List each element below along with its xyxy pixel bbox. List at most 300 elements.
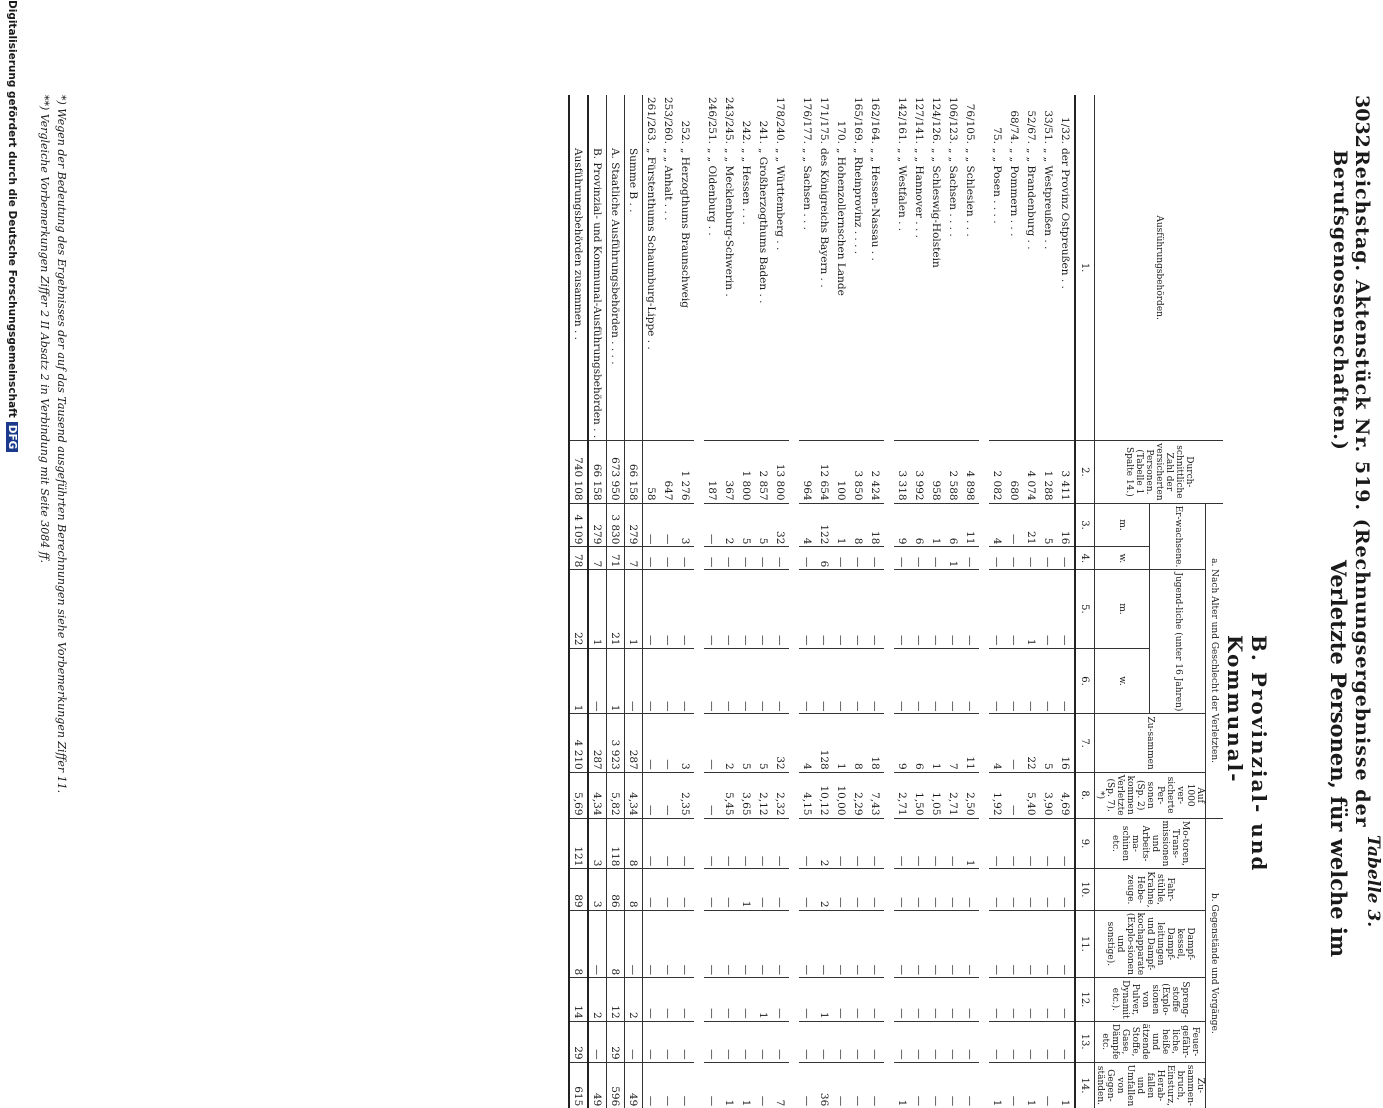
cell-col-9: —	[945, 818, 962, 869]
cell-col-14: —	[1006, 1062, 1023, 1108]
cell-col-5: —	[799, 570, 816, 648]
cell-col-4: 71	[607, 547, 625, 570]
cell-col-8: 3,65	[738, 772, 755, 818]
cell-col-8: 5,45	[721, 772, 738, 818]
cell-col-6: —	[816, 648, 833, 714]
table-row	[755, 95, 772, 1108]
cell-col-8: 5,40	[1023, 772, 1040, 818]
col-num: 9.	[1075, 818, 1095, 869]
cell-col-10: —	[643, 869, 661, 910]
cell-col-5: —	[867, 570, 884, 648]
cell-col-8: 2,71	[945, 772, 962, 818]
row-label: „ Rheinprovinz . . . .	[852, 147, 865, 255]
col-num: 4.	[1075, 547, 1095, 570]
cell-col-10: 8	[625, 869, 643, 910]
cell-col-7: 4 210	[569, 714, 588, 772]
table-row	[1057, 95, 1075, 1108]
cell-col-14: —	[911, 1062, 928, 1108]
header-group-a: a. Nach Alter und Geschlecht der Verletzten.	[1206, 503, 1224, 818]
cell-col-10: —	[945, 869, 962, 910]
cell-col-14: 49	[625, 1062, 643, 1108]
cell-col-2: 2 588	[945, 441, 962, 503]
row-index: 178/240.	[774, 97, 787, 144]
cell-col-4: 6	[816, 547, 833, 570]
col-num: 12.	[1075, 978, 1095, 1021]
cell-col-3: 32	[772, 503, 789, 547]
cell-col-5: —	[660, 570, 677, 648]
table-row	[799, 95, 816, 1108]
cell-col-5: —	[721, 570, 738, 648]
cell-col-5: —	[677, 570, 694, 648]
cell-col-7: 287	[588, 714, 607, 772]
header-insured: Durch-schnittliche Zahl der versicherten Personen. (Tabelle 1 Spalte 14.)	[1095, 441, 1224, 503]
row-label: der Provinz Ostpreußen . .	[1059, 147, 1072, 289]
cell-col-11: —	[704, 910, 721, 978]
row-index: 142/161.	[896, 97, 909, 144]
cell-col-8: 2,71	[894, 772, 911, 818]
cell-col-8: 2,50	[962, 772, 979, 818]
cell-col-7: 5	[755, 714, 772, 772]
cell-col-3: —	[704, 503, 721, 547]
cell-col-9: —	[911, 818, 928, 869]
cell-col-14: 7	[772, 1062, 789, 1108]
header-sex-m: m.	[1095, 570, 1151, 648]
col-num: 8.	[1075, 772, 1095, 818]
row-label: „ „ Westpreußen . .	[1042, 147, 1055, 250]
col-num: 5.	[1075, 570, 1095, 648]
table-row	[816, 95, 833, 1108]
cell-col-4: —	[867, 547, 884, 570]
cell-col-3: 18	[867, 503, 884, 547]
cell-col-4: —	[1006, 547, 1023, 570]
sum-row	[607, 95, 625, 1108]
cell-col-9: —	[1006, 818, 1023, 869]
cell-col-2: 3 850	[850, 441, 867, 503]
col-num: 3.	[1075, 503, 1095, 547]
cell-col-5: —	[772, 570, 789, 648]
cell-col-14: 1	[989, 1062, 1006, 1108]
cell-col-4: —	[755, 547, 772, 570]
cell-col-10: 86	[607, 869, 625, 910]
cell-col-5: —	[962, 570, 979, 648]
cell-col-13: —	[677, 1021, 694, 1062]
digitization-note	[6, 0, 18, 452]
cell-col-13: —	[721, 1021, 738, 1062]
cell-col-3: 3	[677, 503, 694, 547]
row-index	[625, 95, 643, 146]
cell-col-12: —	[721, 978, 738, 1021]
cell-col-10: —	[928, 869, 945, 910]
cell-col-2: 100	[833, 441, 850, 503]
sum-row	[625, 95, 643, 1108]
cell-col-3: 279	[588, 503, 607, 547]
cell-col-10: —	[677, 869, 694, 910]
cell-col-14: 1	[738, 1062, 755, 1108]
header-authorities: Ausführungsbehörden.	[1095, 95, 1224, 441]
cell-col-9: 121	[569, 818, 588, 869]
cell-col-6: —	[799, 648, 816, 714]
col-num: 7.	[1075, 714, 1095, 772]
row-index: 241.	[757, 120, 770, 144]
cell-col-12: —	[799, 978, 816, 1021]
row-label: „ „ Oldenburg . .	[706, 147, 719, 236]
cell-col-4: —	[677, 547, 694, 570]
cell-col-11: —	[1006, 910, 1023, 978]
spacer-row	[884, 95, 894, 1108]
row-label: B. Provinzial- und Kommunal-Ausführungsbehörden . .	[588, 146, 607, 441]
cell-col-8: 5,69	[569, 772, 588, 818]
cell-col-7: 9	[894, 714, 911, 772]
cell-col-8: 5,82	[607, 772, 625, 818]
cell-col-9: —	[989, 818, 1006, 869]
cell-col-6: —	[1023, 648, 1040, 714]
main-title: Verletzte Personen, für welche im	[1326, 560, 1351, 958]
cell-col-6: —	[911, 648, 928, 714]
cell-col-7: 287	[625, 714, 643, 772]
row-label: „ „ Schleswig-Holstein	[930, 147, 943, 268]
cell-col-6: —	[677, 648, 694, 714]
cell-col-6: —	[755, 648, 772, 714]
cell-col-4: —	[962, 547, 979, 570]
cell-col-9: —	[738, 818, 755, 869]
cell-col-14: 1	[1057, 1062, 1075, 1108]
cell-col-6: —	[894, 648, 911, 714]
cell-col-5: —	[989, 570, 1006, 648]
cell-col-8: 2,29	[850, 772, 867, 818]
cell-col-2: 958	[928, 441, 945, 503]
table-row	[894, 95, 911, 1108]
running-title: Reichstag. Aktenstück Nr. 519. (Rechnungsergebnisse der Berufsgenossenschaften.)	[1329, 150, 1373, 828]
cell-col-10: —	[962, 869, 979, 910]
cell-col-5: —	[1006, 570, 1023, 648]
row-label: „ „ Hessen-Nassau . .	[869, 147, 882, 261]
cell-col-11: —	[833, 910, 850, 978]
cell-col-12: —	[894, 978, 911, 1021]
cell-col-7: —	[643, 714, 661, 772]
cell-col-12: —	[850, 978, 867, 1021]
cell-col-11: —	[911, 910, 928, 978]
cell-col-9: —	[643, 818, 661, 869]
cell-col-14: 36	[816, 1062, 833, 1108]
cell-col-13: —	[816, 1021, 833, 1062]
cell-col-3: 2	[721, 503, 738, 547]
cell-col-6: —	[721, 648, 738, 714]
cell-col-11: —	[1040, 910, 1057, 978]
cell-col-12: —	[677, 978, 694, 1021]
cell-col-7: 4	[799, 714, 816, 772]
cell-col-9: —	[833, 818, 850, 869]
cell-col-5: —	[833, 570, 850, 648]
cell-col-8: —	[704, 772, 721, 818]
cell-col-2: 647	[660, 441, 677, 503]
cell-col-10: —	[772, 869, 789, 910]
cell-col-8: 4,34	[625, 772, 643, 818]
cell-col-8: 2,32	[772, 772, 789, 818]
table-row	[962, 95, 979, 1108]
cell-col-5: —	[738, 570, 755, 648]
row-label: „ „ Schlesien . . .	[964, 147, 977, 237]
cell-col-14: 49	[588, 1062, 607, 1108]
row-label: „ „ Anhalt . . .	[662, 147, 675, 221]
cell-col-2: 13 800	[772, 441, 789, 503]
cell-col-2: 3 992	[911, 441, 928, 503]
header-sex-w: w.	[1095, 648, 1151, 714]
cell-col-8: 10,00	[833, 772, 850, 818]
cell-col-2: 1 800	[738, 441, 755, 503]
cell-col-8: —	[660, 772, 677, 818]
cell-col-5: —	[911, 570, 928, 648]
header-adults: Er-wachsene.	[1150, 503, 1206, 570]
cell-col-11: —	[1057, 910, 1075, 978]
cell-col-14: —	[850, 1062, 867, 1108]
cell-col-5: —	[945, 570, 962, 648]
table-header-row	[1206, 95, 1224, 1108]
table-row	[677, 95, 694, 1108]
cell-col-7: 1	[928, 714, 945, 772]
cell-col-5: —	[1057, 570, 1075, 648]
row-index: 242.	[740, 120, 753, 144]
cell-col-10: —	[1023, 869, 1040, 910]
cell-col-7: 5	[738, 714, 755, 772]
cell-col-3: —	[1006, 503, 1023, 547]
cell-col-13: 29	[569, 1021, 588, 1062]
cell-col-13: —	[1023, 1021, 1040, 1062]
cell-col-12: —	[911, 978, 928, 1021]
cell-col-7: 18	[867, 714, 884, 772]
footnote-2: **) Vergleiche Vorbemerkungen Ziffer 2 II Absatz 2 in Verbindung mit Seite 3084 ff.	[38, 95, 51, 563]
cell-col-10: —	[1040, 869, 1057, 910]
cell-col-5: 22	[569, 570, 588, 648]
cell-col-13: —	[738, 1021, 755, 1062]
table-row	[704, 95, 721, 1108]
cell-col-2: 66 158	[588, 441, 607, 503]
row-index: 162/164.	[869, 97, 882, 144]
row-index: 106/123.	[947, 97, 960, 144]
cell-col-14: —	[643, 1062, 661, 1108]
cell-col-5: —	[894, 570, 911, 648]
cell-col-12: —	[643, 978, 661, 1021]
cell-col-14: 596	[607, 1062, 625, 1108]
cell-col-2: 367	[721, 441, 738, 503]
row-label: Summe B . .	[625, 146, 643, 441]
table-row	[1023, 95, 1040, 1108]
cell-col-11: —	[850, 910, 867, 978]
cell-col-6: —	[1040, 648, 1057, 714]
cell-col-10: —	[850, 869, 867, 910]
cell-col-10: 2	[816, 869, 833, 910]
cell-col-13: —	[1057, 1021, 1075, 1062]
col-num: 2.	[1075, 441, 1095, 503]
cell-col-13: —	[911, 1021, 928, 1062]
cell-col-13: —	[799, 1021, 816, 1062]
cell-col-14: 1	[721, 1062, 738, 1108]
cell-col-2: 66 158	[625, 441, 643, 503]
cell-col-10: —	[721, 869, 738, 910]
row-index: 171/175.	[818, 97, 831, 144]
spacer-cell	[789, 95, 799, 1108]
cell-col-9: —	[660, 818, 677, 869]
cell-col-12: —	[962, 978, 979, 1021]
cell-col-13: —	[867, 1021, 884, 1062]
cell-col-7: 32	[772, 714, 789, 772]
header-juveniles: Jugend-liche (unter 16 Jahren)	[1150, 570, 1206, 714]
cell-col-3: 16	[1057, 503, 1075, 547]
cell-col-14: —	[833, 1062, 850, 1108]
col-num: 10.	[1075, 869, 1095, 910]
cell-col-6: —	[928, 648, 945, 714]
cell-col-9: 1	[962, 818, 979, 869]
cell-col-6: —	[989, 648, 1006, 714]
cell-col-2: 964	[799, 441, 816, 503]
cell-col-12: 14	[569, 978, 588, 1021]
cell-col-12: —	[1023, 978, 1040, 1021]
cell-col-9: —	[799, 818, 816, 869]
cell-col-13: —	[850, 1021, 867, 1062]
row-index: 1/32.	[1059, 117, 1072, 144]
row-label: „ Fürstenthums Schaumburg-Lippe . .	[645, 147, 658, 350]
cell-col-7: 5	[1040, 714, 1057, 772]
cell-col-12: —	[833, 978, 850, 1021]
cell-col-5: —	[850, 570, 867, 648]
cell-col-3: 1	[928, 503, 945, 547]
table-row	[738, 95, 755, 1108]
cell-col-6: —	[625, 648, 643, 714]
dfg-logo: DFG	[6, 422, 18, 453]
cell-col-6: 1	[607, 648, 625, 714]
cell-col-7: 128	[816, 714, 833, 772]
cell-col-2: 4 898	[962, 441, 979, 503]
cell-col-8: —	[1006, 772, 1023, 818]
cell-col-10: —	[867, 869, 884, 910]
header-hazardous: Feuer-gefähr-liche, heiße und ätzende Stoffe, Gase, Dämpfe etc.	[1095, 1021, 1206, 1062]
cell-col-12: —	[1006, 978, 1023, 1021]
cell-col-2: 58	[643, 441, 661, 503]
header-explosives: Spreng-stoffe (Explo-sionen von Pulver, Dynamit etc.).	[1095, 978, 1206, 1021]
row-label: „ Hohenzollernschen Lande	[835, 147, 848, 296]
cell-col-12: —	[867, 978, 884, 1021]
cell-col-7: 22	[1023, 714, 1040, 772]
col-num: 1.	[1075, 95, 1095, 441]
row-index	[588, 95, 607, 146]
cell-col-8: —	[643, 772, 661, 818]
column-number-row	[1075, 95, 1095, 1108]
row-index: 68/74.	[1008, 110, 1021, 144]
cell-col-4: 7	[588, 547, 607, 570]
cell-col-7: 2	[721, 714, 738, 772]
cell-col-13: 29	[607, 1021, 625, 1062]
cell-col-6: —	[643, 648, 661, 714]
spacer-cell	[979, 95, 989, 1108]
cell-col-4: —	[1040, 547, 1057, 570]
cell-col-14: —	[928, 1062, 945, 1108]
header-boilers: Dampf-kessel, Dampf-leitungen und Dampf-kochapparate (Explo-sionen und sonstige).	[1095, 910, 1206, 978]
cell-col-8: 4,15	[799, 772, 816, 818]
table-body	[569, 95, 1075, 1108]
cell-col-13: —	[945, 1021, 962, 1062]
cell-col-7: 11	[962, 714, 979, 772]
cell-col-3: 21	[1023, 503, 1040, 547]
cell-col-10: 3	[588, 869, 607, 910]
row-label: Ausführungsbehörden zusammen . .	[569, 146, 588, 441]
row-index: 243/245.	[723, 97, 736, 144]
cell-col-12: —	[772, 978, 789, 1021]
cell-col-3: 3 830	[607, 503, 625, 547]
row-label: „ „ Westfalen . .	[896, 147, 909, 232]
cell-col-14: 1	[894, 1062, 911, 1108]
table-row	[928, 95, 945, 1108]
cell-col-14: 615	[569, 1062, 588, 1108]
cell-col-2: 680	[1006, 441, 1023, 503]
cell-col-11: —	[643, 910, 661, 978]
cell-col-4: —	[1023, 547, 1040, 570]
cell-col-8: 1,05	[928, 772, 945, 818]
cell-col-12: —	[738, 978, 755, 1021]
row-index: 253/260.	[662, 97, 675, 144]
table-row	[1006, 95, 1023, 1108]
cell-col-9: —	[928, 818, 945, 869]
table-row	[850, 95, 867, 1108]
cell-col-9: 118	[607, 818, 625, 869]
row-label: „ „ Pommern . . .	[1008, 147, 1021, 237]
cell-col-3: —	[643, 503, 661, 547]
cell-col-10: —	[1006, 869, 1023, 910]
cell-col-11: —	[799, 910, 816, 978]
cell-col-12: —	[945, 978, 962, 1021]
header-group-b: b. Gegenstände und Vorgänge.	[1206, 818, 1224, 1108]
cell-col-2: 673 950	[607, 441, 625, 503]
cell-col-3: 1	[833, 503, 850, 547]
cell-col-7: 8	[850, 714, 867, 772]
cell-col-2: 4 074	[1023, 441, 1040, 503]
cell-col-8: 4,69	[1057, 772, 1075, 818]
cell-col-5: 1	[625, 570, 643, 648]
cell-col-8: 1,50	[911, 772, 928, 818]
cell-col-14: —	[660, 1062, 677, 1108]
cell-col-6: —	[850, 648, 867, 714]
cell-col-4: —	[989, 547, 1006, 570]
page-header	[1303, 0, 1383, 1000]
cell-col-2: 2 424	[867, 441, 884, 503]
row-label: A. Staatliche Ausführungsbehörden . . . .	[607, 146, 625, 441]
cell-col-2: 2 857	[755, 441, 772, 503]
cell-col-11: —	[928, 910, 945, 978]
cell-col-11: —	[945, 910, 962, 978]
cell-col-7: 3 923	[607, 714, 625, 772]
table-row	[643, 95, 661, 1108]
cell-col-5: 1	[588, 570, 607, 648]
row-label: „ „ Sachsen . . . .	[947, 147, 960, 237]
header-total: Zu-sammen	[1095, 714, 1206, 772]
cell-col-13: —	[894, 1021, 911, 1062]
cell-col-11: —	[867, 910, 884, 978]
cell-col-14: —	[945, 1062, 962, 1108]
table-row	[867, 95, 884, 1108]
cell-col-13: —	[928, 1021, 945, 1062]
cell-col-10: 89	[569, 869, 588, 910]
row-index: 127/141.	[913, 97, 926, 144]
cell-col-13: —	[1006, 1021, 1023, 1062]
cell-col-4: —	[799, 547, 816, 570]
cell-col-12: 1	[755, 978, 772, 1021]
cell-col-4: —	[643, 547, 661, 570]
cell-col-5: —	[1040, 570, 1057, 648]
row-index: 246/251.	[706, 97, 719, 144]
cell-col-8: 10,12	[816, 772, 833, 818]
cell-col-10: —	[894, 869, 911, 910]
row-index: 33/51.	[1042, 110, 1055, 144]
cell-col-9: —	[704, 818, 721, 869]
cell-col-9: —	[894, 818, 911, 869]
